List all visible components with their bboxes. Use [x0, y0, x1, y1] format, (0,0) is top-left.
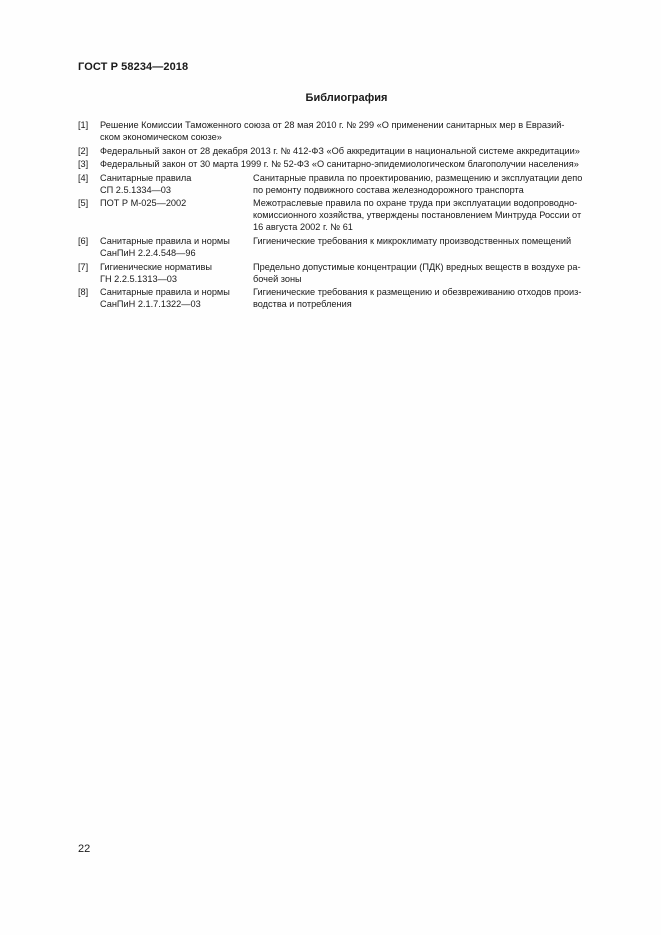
source-line: ПОТ Р М-025—2002 [100, 198, 187, 209]
bib-entry-number: [7] [78, 261, 89, 272]
bib-entry-source [100, 261, 253, 285]
bib-entry-text [100, 158, 615, 170]
bib-entry-description [253, 197, 615, 233]
source-line: СанПиН 2.1.7.1322—03 [100, 299, 201, 310]
section-title: Библиография [305, 92, 388, 104]
bib-entry-description [253, 286, 615, 310]
bib-entry-source [100, 286, 253, 310]
source-line: ГН 2.2.5.1313—03 [100, 273, 177, 284]
bib-entry-number: [6] [78, 235, 89, 246]
source-line: СП 2.5.1334—03 [100, 184, 171, 195]
bib-entry-text [100, 119, 615, 143]
bib-entry-description [253, 235, 615, 259]
source-line: Санитарные правила и нормы [100, 235, 230, 246]
bib-entry-7 [78, 261, 615, 285]
bib-entry-text [100, 145, 615, 157]
bib-entry-number: [5] [78, 198, 89, 209]
text-line: Решение Комиссии Таможенного союза от 28 мая 2010 г. № 299 «О применении санитарных мер в Евразий- [100, 120, 565, 130]
bib-entry-description [253, 261, 615, 285]
source-line: Санитарные правила [100, 172, 192, 183]
bib-entry-3 [78, 158, 615, 170]
desc-line: Гигиенические требования к размещению и обезвреживанию отходов произ- [253, 287, 582, 298]
text-line: Федеральный закон от 28 декабря 2013 г. № 412-ФЗ «Об аккредитации в национальной системе аккредитации» [100, 145, 580, 156]
text-line: Федеральный закон от 30 марта 1999 г. № 52-ФЗ «О санитарно-эпидемиологическом благополучии населения» [100, 159, 579, 170]
desc-line: Межотраслевые правила по охране труда при эксплуатации водопроводно- [253, 198, 578, 209]
bib-entry-number: [4] [78, 172, 89, 183]
desc-line: 16 августа 2002 г. № 61 [253, 222, 353, 233]
bibliography-list [78, 119, 615, 312]
text-line: ском экономическом союзе» [100, 132, 222, 142]
bib-entry-6 [78, 235, 615, 259]
desc-line: по ремонту подвижного состава железнодорожного транспорта [253, 184, 524, 195]
desc-line: Гигиенические требования к микроклимату производственных помещений [253, 235, 572, 246]
desc-line: бочей зоны [253, 273, 302, 284]
bib-entry-source [100, 197, 253, 233]
bib-entry-number: [2] [78, 145, 89, 156]
bib-entry-4 [78, 172, 615, 196]
bib-entry-source [100, 172, 253, 196]
desc-line: Предельно допустимые концентрации (ПДК) вредных веществ в воздухе ра- [253, 261, 581, 272]
bib-entry-2 [78, 145, 615, 157]
bib-entry-description [253, 172, 615, 196]
source-line: Гигиенические нормативы [100, 261, 213, 272]
page-number: 22 [78, 843, 91, 855]
desc-line: водства и потребления [253, 299, 352, 310]
document-header: ГОСТ Р 58234—2018 [78, 61, 189, 73]
source-line: Санитарные правила и нормы [100, 287, 230, 298]
bib-entry-8 [78, 286, 615, 310]
desc-line: комиссионного хозяйства, утверждены постановлением Минтруда России от [253, 210, 582, 221]
bib-entry-1 [78, 119, 615, 143]
bib-entry-number: [1] [78, 120, 89, 130]
bib-entry-number: [3] [78, 159, 89, 170]
source-line: СанПиН 2.2.4.548—96 [100, 247, 196, 258]
desc-line: Санитарные правила по проектированию, размещению и эксплуатации депо [253, 172, 583, 183]
bib-entry-source [100, 235, 253, 259]
bib-entry-5 [78, 197, 615, 233]
bib-entry-number: [8] [78, 287, 89, 298]
